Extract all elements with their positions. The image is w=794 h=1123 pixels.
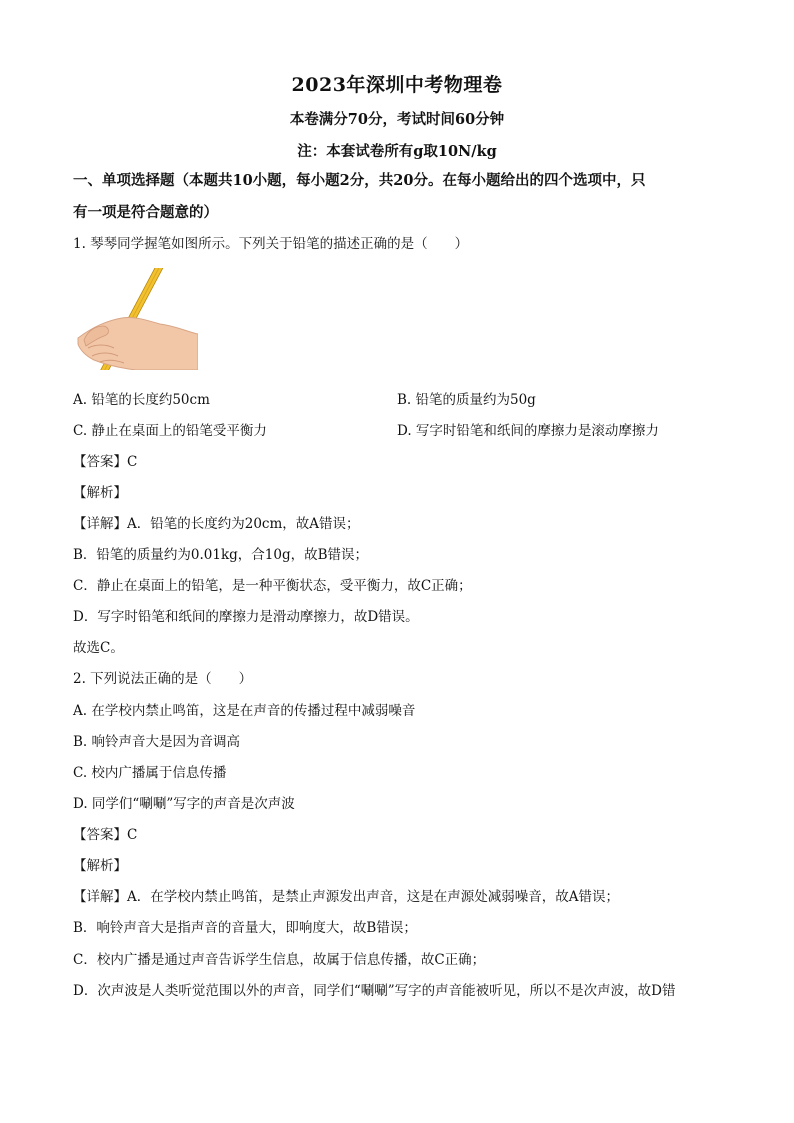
question-2-analysis-label: 【解析】 [73, 858, 127, 874]
question-1-detail-d: D．写字时铅笔和纸间的摩擦力是滑动摩擦力，故D错误。 [73, 609, 419, 625]
hand-holding-pencil-icon [76, 268, 198, 370]
page-title: 2023年深圳中考物理卷 [291, 74, 503, 96]
question-1-detail-c: C．静止在桌面上的铅笔，是一种平衡状态，受平衡力，故C正确； [73, 578, 472, 594]
question-2-option-c: C. 校内广播属于信息传播 [73, 765, 227, 781]
question-1-option-b: B. 铅笔的质量约为50g [397, 392, 536, 408]
question-1-analysis-label: 【解析】 [73, 485, 127, 501]
section-heading: 一、单项选择题（本题共10小题，每小题2分，共20分。在每小题给出的四个选项中，只 [73, 172, 646, 189]
question-1-answer: 【答案】C [73, 454, 138, 470]
question-1-detail-b: B．铅笔的质量约为0.01kg，合10g，故B错误； [73, 547, 369, 563]
question-1-stem: 1. 琴琴同学握笔如图所示。下列关于铅笔的描述正确的是（ ） [73, 236, 469, 252]
question-2-option-a: A. 在学校内禁止鸣笛，这是在声音的传播过程中减弱噪音 [73, 703, 416, 719]
question-1-conclusion: 故选C。 [73, 640, 124, 656]
question-2-detail-d: D．次声波是人类听觉范围以外的声音，同学们“唰唰”写字的声音能被听见，所以不是次声波，故D错 [73, 983, 676, 999]
question-2-option-d: D. 同学们“唰唰”写字的声音是次声波 [73, 796, 295, 812]
question-2-stem: 2. 下列说法正确的是（ ） [73, 671, 253, 687]
question-2-detail-a: 【详解】A．在学校内禁止鸣笛，是禁止声源发出声音，这是在声源处减弱噪音，故A错误； [73, 889, 619, 905]
question-2-detail-c: C．校内广播是通过声音告诉学生信息，故属于信息传播，故C正确； [73, 952, 486, 968]
question-1-detail-a: 【详解】A．铅笔的长度约为20cm，故A错误； [73, 516, 360, 532]
question-1-option-a: A. 铅笔的长度约50cm [73, 392, 210, 408]
question-2-option-b: B. 响铃声音大是因为音调高 [73, 734, 241, 750]
section-heading-cont: 有一项是符合题意的） [73, 204, 218, 221]
question-2-answer: 【答案】C [73, 827, 138, 843]
exam-info: 本卷满分70分，考试时间60分钟 [289, 111, 505, 128]
question-1-option-c: C. 静止在桌面上的铅笔受平衡力 [73, 423, 267, 439]
question-1-option-d: D. 写字时铅笔和纸间的摩擦力是滚动摩擦力 [397, 423, 659, 439]
question-2-detail-b: B．响铃声音大是指声音的音量大，即响度大，故B错误； [73, 920, 417, 936]
exam-note: 注：本套试卷所有g取10N/kg [297, 143, 497, 160]
